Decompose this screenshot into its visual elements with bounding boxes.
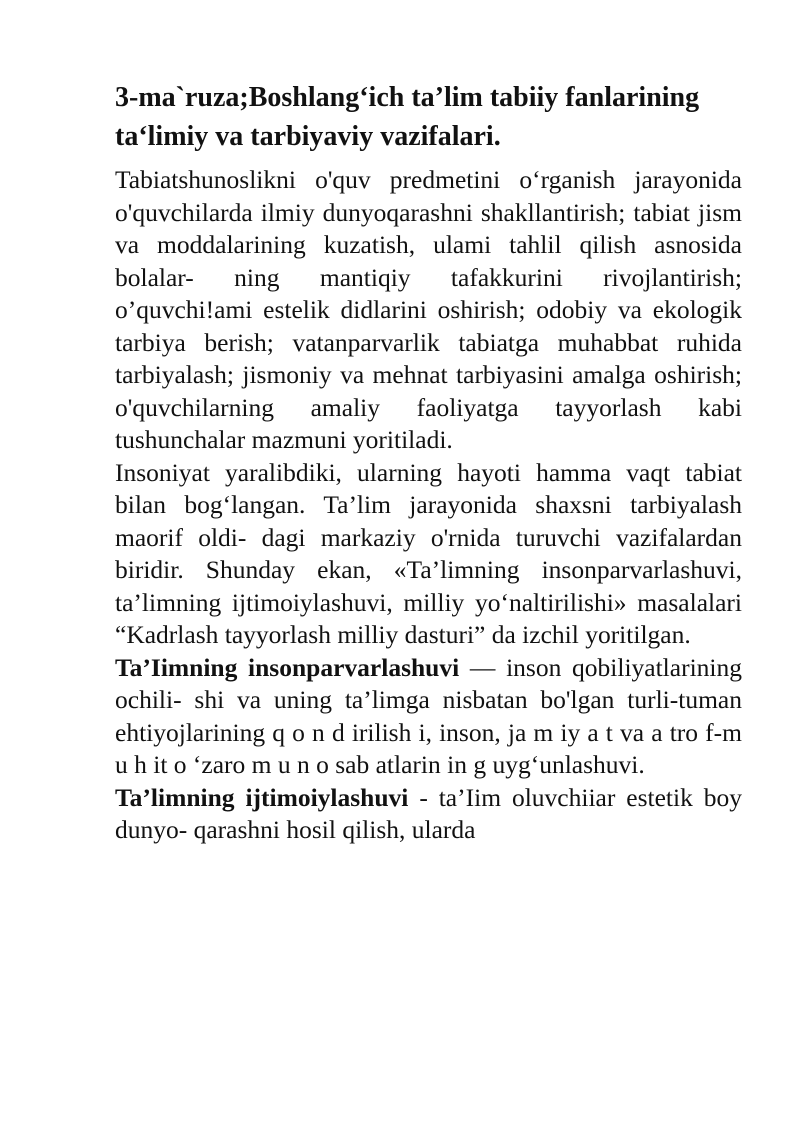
- term-socialization: Ta’limning ijtimoiylashuvi: [115, 782, 409, 812]
- definition-socialization: - ta’Iim oluvchiiar estetik boy dunyo- qarashni hosil qilish, ularda: [115, 782, 742, 844]
- definition-humanization: — inson qobiliyatlarining ochili- shi va uning ta’limga nisbatan bo'lgan turli-tuman ehtiyojlarining q o n d irilish i, inson, ja m iy a t va a tro f-m u h it o ‘zaro m u n o sab atlarin in g uyg‘unlashuvi.: [115, 652, 742, 779]
- paragraph-socialization: [115, 782, 742, 847]
- lecture-title: 3-ma`ruza;Boshlang‘ich ta’lim tabiiy fanlarining ta‘limiy va tarbiyaviy vazifalari.: [115, 82, 700, 152]
- document-page: [115, 78, 742, 847]
- paragraph-humanization: [115, 652, 742, 782]
- paragraph-goals: Tabiatshunoslikni o'quv predmetini o‘rganish jarayonida o'quvchilarda ilmiy dunyoqarashni shakllantirish; tabiat jism va moddalarining kuzatish, ulami tahlil qilish asnosida bolalar- ning mantiqiy tafakkurini rivojlantirish; o’quvchi!ami estelik didlarini oshirish; odobiy va ekologik tarbiya berish; vatanparvarlik tabiatga muhabbat ruhida tarbiyalash; jismoniy va mehnat tarbiyasini amalga oshirish; o'quvchilarning amaliy faoliyatga tayyorlash kabi tushunchalar mazmuni yoritiladi.: [115, 165, 742, 454]
- term-humanization: Ta’Iimning insonparvarlashuvi: [115, 652, 460, 682]
- paragraph-humanity: Insoniyat yaralibdiki, ularning hayoti hamma vaqt tabiat bilan bog‘langan. Ta’lim jarayonida shaxsni tarbiyalash maorif oldi- dagi markaziy o'rnida turuvchi vazifalardan biridir. Shunday ekan, «Ta’limning insonparvarlashuvi, ta’limning ijtimoiylashuvi, milliy yo‘naltirilishi» masalalari “Kadrlash tayyorlash milliy dasturi” da izchil yoritilgan.: [115, 457, 742, 649]
